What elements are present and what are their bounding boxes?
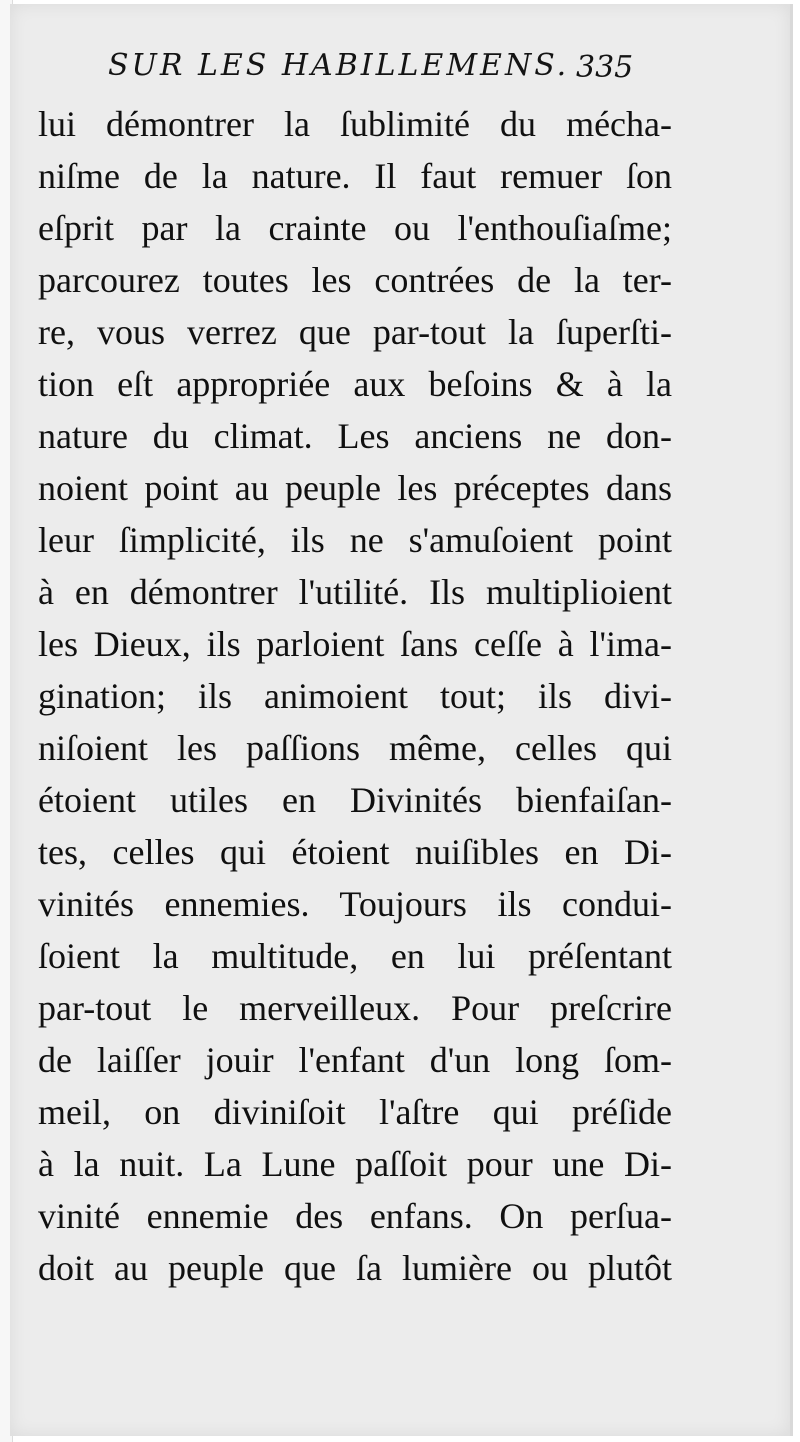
text-line: à en démontrer l'utilité. Ils multiplioient [38,572,672,612]
text-line: vinités ennemies. Toujours ils condui- [38,884,672,924]
text-line: tion eſt appropriée aux beſoins & à la [38,364,672,404]
text-line: niſme de la nature. Il faut remuer ſon [38,156,672,196]
text-line: de laiſſer jouir l'enfant d'un long ſom- [38,1040,672,1080]
text-line: par-tout le merveilleux. Pour preſcrire [38,988,672,1028]
text-line: niſoient les paſſions même, celles qui [38,728,672,768]
text-line: leur ſimplicité, ils ne s'amuſoient point [38,520,672,560]
text-line: les Dieux, ils parloient ſans ceſſe à l'ima- [38,624,672,664]
page-number: 335 [576,50,634,85]
text-line: étoient utiles en Divinités bienfaiſan- [38,780,672,820]
text-line: parcourez toutes les contrées de la ter- [38,260,672,300]
text-line: tes, celles qui étoient nuiſibles en Di- [38,832,672,872]
running-head [0,48,800,92]
text-line: gination; ils animoient tout; ils divi- [38,676,672,716]
text-line: noient point au peuple les préceptes dans [38,468,672,508]
text-line: eſprit par la crainte ou l'enthouſiaſme; [38,208,672,248]
body-text [38,98,672,1294]
text-line: à la nuit. La Lune paſſoit pour une Di- [38,1144,672,1184]
text-line: meil, on diviniſoit l'aſtre qui préſide [38,1092,672,1132]
text-line: nature du climat. Les anciens ne don- [38,416,672,456]
text-line: vinité ennemie des enfans. On perſua- [38,1196,672,1236]
text-line: lui démontrer la ſublimité du mécha- [38,104,672,144]
text-line: ſoient la multitude, en lui préſentant [38,936,672,976]
text-line: re, vous verrez que par-tout la ſuperſti- [38,312,672,352]
running-title: SUR LES HABILLEMENS. [108,48,570,83]
text-line: doit au peuple que ſa lumière ou plutôt [38,1248,672,1288]
